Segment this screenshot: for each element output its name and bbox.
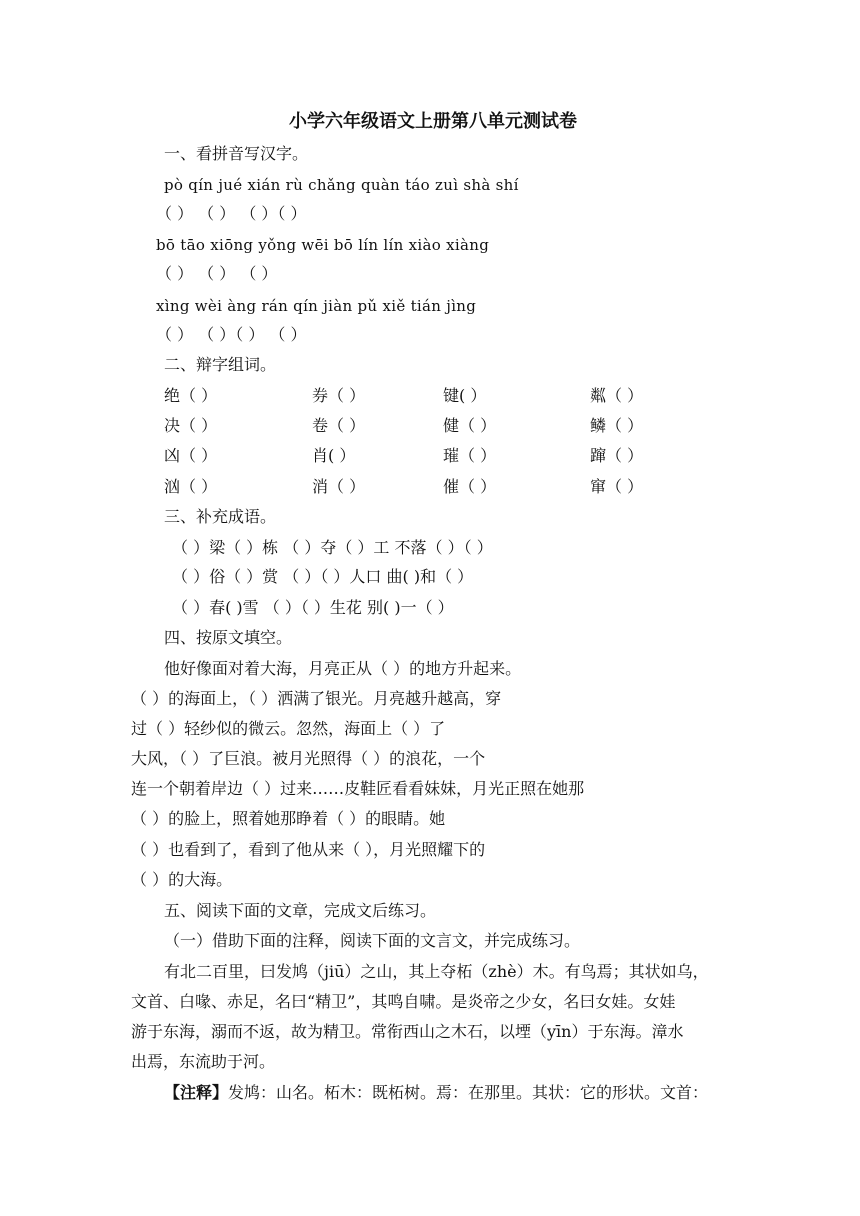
word-group-item: 决（ ） bbox=[164, 416, 218, 435]
passage-line-1: 有北二百里，曰发鸠（jiū）之山，其上夺柘（zhè）木。有鸟焉；其状如乌， bbox=[164, 962, 709, 981]
pinyin-row-3: xìng wèi àng rán qín jiàn pǔ xiě tián jìng bbox=[156, 297, 477, 315]
word-group-item: 粼（ ） bbox=[590, 386, 644, 405]
word-group-item: 鳞（ ） bbox=[590, 416, 644, 435]
word-group-item: 券（ ） bbox=[312, 386, 366, 405]
blank-row-3: （ ） （ ）（ ） （ ） bbox=[156, 325, 307, 344]
word-group-item: 蹿（ ） bbox=[590, 446, 644, 465]
fill-line-7: （ ）也看到了，看到了他从来（ ），月光照耀下的 bbox=[131, 840, 486, 859]
fill-line-2: （ ）的海面上，（ ）洒满了银光。月亮越升越高，穿 bbox=[131, 689, 502, 708]
passage-line-3: 游于东海，溺而不返，故为精卫。常衔西山之木石，以堙（yīn）于东海。漳水 bbox=[131, 1022, 684, 1041]
blank-row-2: （ ） （ ） （ ） bbox=[156, 264, 278, 283]
fill-line-6: （ ）的脸上，照着她那睁着（ ）的眼睛。她 bbox=[131, 809, 446, 828]
word-group-item: 键( ） bbox=[443, 386, 487, 405]
reading-sub-heading: （一）借助下面的注释，阅读下面的文言文，并完成练习。 bbox=[164, 931, 581, 950]
word-group-item: 卷（ ） bbox=[312, 416, 366, 435]
idiom-row-2: （ ）俗（ ）赏 （ ）（ ）人口 曲( )和（ ） bbox=[172, 567, 474, 586]
section-4-heading: 四、按原文填空。 bbox=[164, 628, 293, 647]
blank-row-1: （ ） （ ） （ ）（ ） bbox=[156, 204, 307, 223]
pinyin-row-2: bō tāo xiōng yǒng wēi bō lín lín xiào xiàng bbox=[156, 236, 490, 254]
fill-line-5: 连一个朝着岸边（ ）过来……皮鞋匠看看妹妹，月光正照在她那 bbox=[131, 779, 585, 798]
page-title: 小学六年级语文上册第八单元测试卷 bbox=[289, 111, 577, 132]
fill-line-3: 过（ ）轻纱似的微云。忽然，海面上（ ）了 bbox=[131, 719, 446, 738]
note-label: 【注释】 bbox=[164, 1083, 229, 1102]
note-text: 发鸠：山名。柘木：既柘树。焉：在那里。其状：它的形状。文首： bbox=[228, 1083, 709, 1102]
fill-line-8: （ ）的大海。 bbox=[131, 870, 233, 889]
word-group-item: 绝（ ） bbox=[164, 386, 218, 405]
word-group-item: 肖( ） bbox=[312, 446, 356, 465]
word-group-item: 凶（ ） bbox=[164, 446, 218, 465]
section-2-heading: 二、辩字组词。 bbox=[164, 355, 277, 374]
section-5-heading: 五、阅读下面的文章，完成文后练习。 bbox=[164, 901, 437, 920]
pinyin-row-1: pò qín jué xián rù chǎng quàn táo zuì shà shí bbox=[164, 176, 519, 194]
note-line bbox=[164, 1083, 708, 1103]
idiom-row-1: （ ）梁（ ）栋 （ ）夺（ ）工 不落（ ）（ ） bbox=[172, 538, 493, 557]
passage-line-2: 文首、白喙、赤足，名曰“精卫”，其鸣自啸。是炎帝之少女，名曰女娃。女娃 bbox=[131, 992, 676, 1011]
section-1-heading: 一、看拼音写汉字。 bbox=[164, 144, 309, 163]
word-group-item: 健（ ） bbox=[443, 416, 497, 435]
word-group-item: 窜（ ） bbox=[590, 477, 644, 496]
fill-line-4: 大风，（ ）了巨浪。被月光照得（ ）的浪花，一个 bbox=[131, 749, 486, 768]
fill-line-1: 他好像面对着大海，月亮正从（ ）的地方升起来。 bbox=[164, 659, 522, 678]
idiom-row-3: （ ）春( )雪 （ ）（ ）生花 别( )一（ ） bbox=[172, 598, 454, 617]
word-group-item: 催（ ） bbox=[443, 477, 497, 496]
passage-line-4: 出焉，东流助于河。 bbox=[131, 1052, 276, 1071]
section-3-heading: 三、补充成语。 bbox=[164, 507, 277, 526]
word-group-item: 汹（ ） bbox=[164, 477, 218, 496]
word-group-item: 璀（ ） bbox=[443, 446, 497, 465]
word-group-item: 消（ ） bbox=[312, 477, 366, 496]
